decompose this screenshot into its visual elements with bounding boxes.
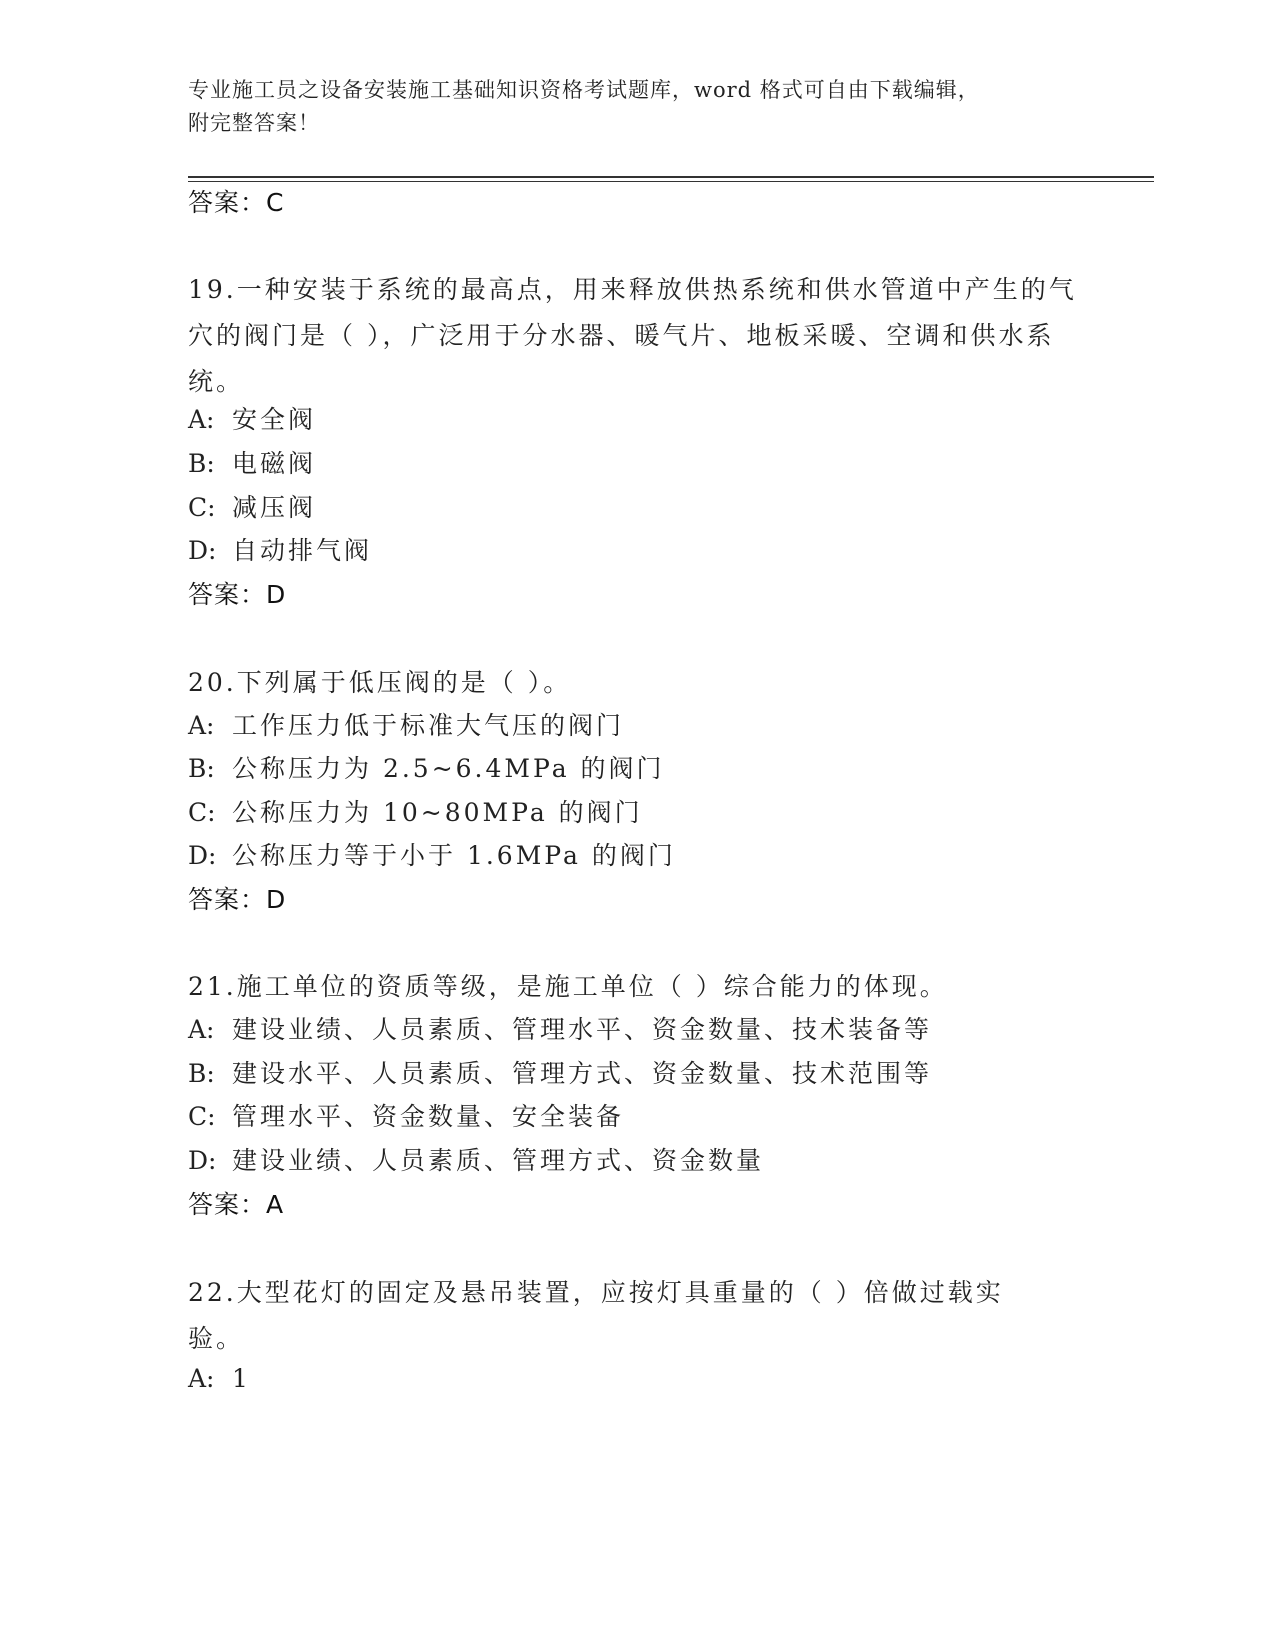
document-header [188, 74, 1088, 140]
option-text: 公称压力为 2.5~6.4MPa 的阀门 [232, 754, 665, 783]
option-letter: D: [188, 536, 217, 565]
option-letter: B: [188, 1059, 215, 1088]
question-20-answer: 答案：D [188, 885, 287, 914]
option-text: 建设业绩、人员素质、管理方式、资金数量 [232, 1146, 765, 1175]
option-letter: D: [188, 1146, 217, 1175]
question-20-option-a [188, 711, 624, 741]
question-20-option-c [188, 798, 643, 828]
question-20-option-d [188, 841, 676, 871]
option-text: 1 [232, 1364, 251, 1393]
option-text: 电磁阀 [232, 449, 317, 478]
header-line-1: 专业施工员之设备安装施工基础知识资格考试题库，word 格式可自由下载编辑， [188, 78, 980, 102]
question-21-option-a [188, 1015, 932, 1045]
option-letter: A: [188, 1364, 215, 1393]
option-letter: A: [188, 1015, 215, 1044]
question-19-option-c [188, 493, 316, 523]
question-22-option-a [188, 1364, 251, 1394]
option-text: 公称压力等于小于 1.6MPa 的阀门 [232, 841, 676, 870]
option-text: 管理水平、资金数量、安全装备 [232, 1102, 625, 1131]
option-letter: C: [188, 1102, 216, 1131]
answer-previous: 答案：C [188, 188, 285, 217]
option-letter: B: [188, 754, 215, 783]
question-19-option-b [188, 449, 316, 479]
question-19-option-a [188, 405, 316, 435]
question-20-text: 20.下列属于低压阀的是（ ）。 [188, 668, 572, 697]
option-text: 安全阀 [232, 405, 317, 434]
header-line-2: 附完整答案！ [188, 111, 320, 135]
question-19-answer: 答案：D [188, 580, 287, 609]
option-text: 建设水平、人员素质、管理方式、资金数量、技术范围等 [232, 1059, 933, 1088]
option-letter: A: [188, 405, 215, 434]
question-21-option-d [188, 1146, 764, 1176]
option-letter: B: [188, 449, 215, 478]
question-21-option-b [188, 1059, 932, 1089]
option-text: 公称压力为 10~80MPa 的阀门 [232, 798, 643, 827]
header-divider-thin [188, 181, 1154, 182]
question-20-option-b [188, 754, 665, 784]
question-21-answer: 答案：A [188, 1190, 285, 1219]
option-text: 减压阀 [232, 493, 317, 522]
question-19-option-d [188, 536, 372, 566]
question-21-text: 21.施工单位的资质等级，是施工单位（ ）综合能力的体现。 [188, 972, 948, 1001]
question-22-text: 22.大型花灯的固定及悬吊装置，应按灯具重量的（ ）倍做过载实验。 [188, 1278, 1004, 1353]
option-letter: A: [188, 711, 215, 740]
option-text: 建设业绩、人员素质、管理水平、资金数量、技术装备等 [232, 1015, 933, 1044]
header-divider-thick [188, 176, 1154, 178]
question-21-option-c [188, 1102, 624, 1132]
option-text: 自动排气阀 [232, 536, 373, 565]
question-19-text: 19.一种安装于系统的最高点，用来释放供热系统和供水管道中产生的气穴的阀门是（ ），广泛用于分水器、暖气片、地板采暖、空调和供水系统。 [188, 275, 1077, 396]
option-letter: C: [188, 798, 216, 827]
option-text: 工作压力低于标准大气压的阀门 [232, 711, 625, 740]
option-letter: C: [188, 493, 216, 522]
option-letter: D: [188, 841, 217, 870]
